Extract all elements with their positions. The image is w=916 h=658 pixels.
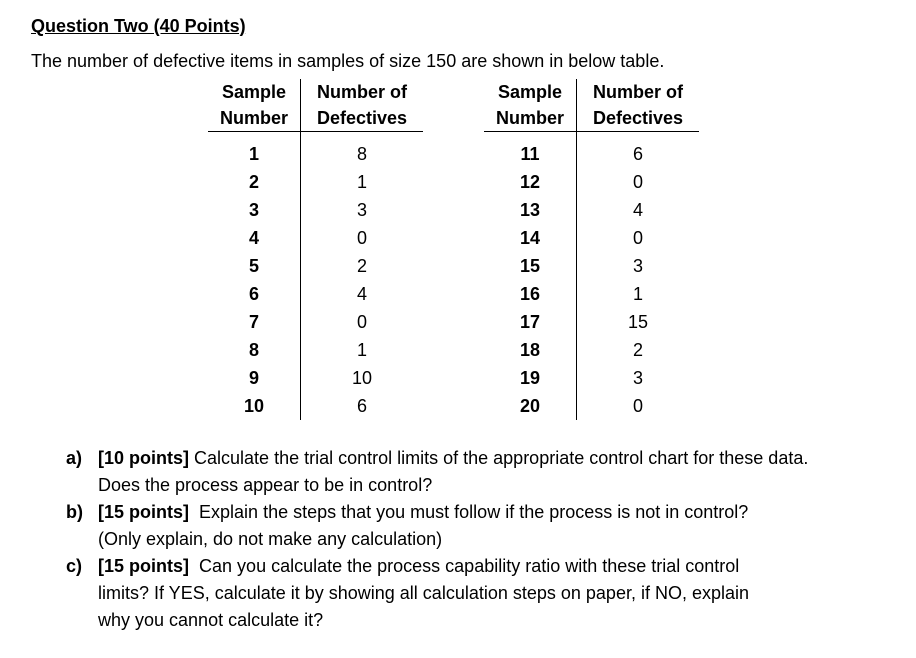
table-row	[208, 168, 423, 196]
question-a	[66, 445, 896, 499]
defectives-cell: 4	[632, 200, 643, 220]
table-row	[484, 168, 699, 196]
sample-number-cell: 1	[208, 132, 301, 169]
sample-number-cell: 19	[484, 364, 577, 392]
defectives-cell: 3	[632, 256, 643, 276]
defectives-cell: 4	[356, 284, 367, 304]
defectives-cell: 6	[632, 144, 643, 164]
sample-number-cell: 14	[484, 224, 577, 252]
sample-number-cell: 17	[484, 308, 577, 336]
defectives-cell: 0	[356, 312, 367, 332]
question-line	[98, 445, 896, 472]
sample-number-cell: 10	[208, 392, 301, 420]
question-text: (Only explain, do not make any calculation)	[98, 529, 443, 549]
sample-number-cell: 7	[208, 308, 301, 336]
question-text: Explain the steps that you must follow if the process is not in control?	[199, 502, 749, 522]
sample-number-cell: 3	[208, 196, 301, 224]
defectives-cell: 15	[627, 312, 649, 332]
defectives-cell: 6	[356, 396, 367, 416]
header-defectives-line2: Defectives	[301, 105, 424, 132]
defectives-cell: 10	[351, 368, 373, 388]
sample-number-cell: 4	[208, 224, 301, 252]
question-heading: Question Two (40 Points)	[31, 16, 246, 36]
sample-number-cell: 13	[484, 196, 577, 224]
header-sample-line2: Number	[208, 105, 301, 132]
sample-number-cell: 12	[484, 168, 577, 196]
table-row	[484, 132, 699, 169]
question-line	[98, 553, 896, 580]
table-row	[208, 224, 423, 252]
question-label: c)	[66, 556, 83, 576]
table-row	[484, 308, 699, 336]
table-row	[208, 308, 423, 336]
defectives-cell: 2	[356, 256, 367, 276]
sample-number-cell: 5	[208, 252, 301, 280]
sample-number-cell: 11	[484, 132, 577, 169]
sample-number-cell: 18	[484, 336, 577, 364]
points-label: [15 points]	[98, 502, 190, 522]
question-body	[98, 445, 896, 499]
question-text: Can you calculate the process capability ratio with these trial control	[199, 556, 740, 576]
table-row	[484, 280, 699, 308]
question-label: b)	[66, 502, 83, 522]
defectives-cell: 0	[356, 228, 367, 248]
header-defectives-line1: Number of	[317, 82, 407, 102]
defectives-cell: 1	[356, 340, 367, 360]
table-row	[208, 132, 423, 169]
defectives-table-left	[208, 79, 423, 420]
question-label: a)	[66, 448, 83, 468]
question-body	[98, 499, 896, 553]
defectives-cell: 0	[632, 172, 643, 192]
header-defectives-line2: Defectives	[577, 105, 700, 132]
sample-number-cell: 15	[484, 252, 577, 280]
defectives-cell: 2	[632, 340, 643, 360]
table-row	[484, 364, 699, 392]
table-row	[208, 280, 423, 308]
question-b	[66, 499, 896, 553]
defectives-cell: 8	[356, 144, 367, 164]
table-row	[208, 364, 423, 392]
table-row	[484, 252, 699, 280]
sample-number-cell: 6	[208, 280, 301, 308]
defectives-cell: 0	[632, 396, 643, 416]
question-body	[98, 553, 896, 634]
points-label: [10 points]	[98, 448, 190, 468]
table-row	[208, 336, 423, 364]
table-row	[208, 392, 423, 420]
header-sample-line1: Sample	[484, 79, 577, 105]
table-row	[484, 392, 699, 420]
defectives-cell: 3	[632, 368, 643, 388]
table-row	[484, 336, 699, 364]
intro-text: The number of defective items in samples of size 150 are shown in below table.	[31, 51, 665, 71]
question-text: Calculate the trial control limits of the appropriate control chart for these data.	[194, 448, 809, 468]
question-list	[66, 445, 896, 634]
table-row	[484, 224, 699, 252]
sample-number-cell: 9	[208, 364, 301, 392]
table-row	[208, 252, 423, 280]
question-c	[66, 553, 896, 634]
defectives-cell: 1	[356, 172, 367, 192]
question-text: limits? If YES, calculate it by showing all calculation steps on paper, if NO, explain	[98, 583, 749, 603]
question-text: Does the process appear to be in control?	[98, 475, 433, 495]
header-sample-line1: Sample	[208, 79, 301, 105]
header-defectives-line1: Number of	[593, 82, 683, 102]
question-text: why you cannot calculate it?	[98, 610, 324, 630]
table-row	[484, 196, 699, 224]
defectives-table-right	[484, 79, 699, 420]
sample-number-cell: 16	[484, 280, 577, 308]
question-line	[98, 499, 896, 526]
sample-number-cell: 20	[484, 392, 577, 420]
defectives-cell: 3	[356, 200, 367, 220]
defectives-cell: 1	[632, 284, 643, 304]
points-label: [15 points]	[98, 556, 190, 576]
sample-number-cell: 8	[208, 336, 301, 364]
header-sample-line2: Number	[484, 105, 577, 132]
table-row	[208, 196, 423, 224]
sample-number-cell: 2	[208, 168, 301, 196]
defectives-cell: 0	[632, 228, 643, 248]
